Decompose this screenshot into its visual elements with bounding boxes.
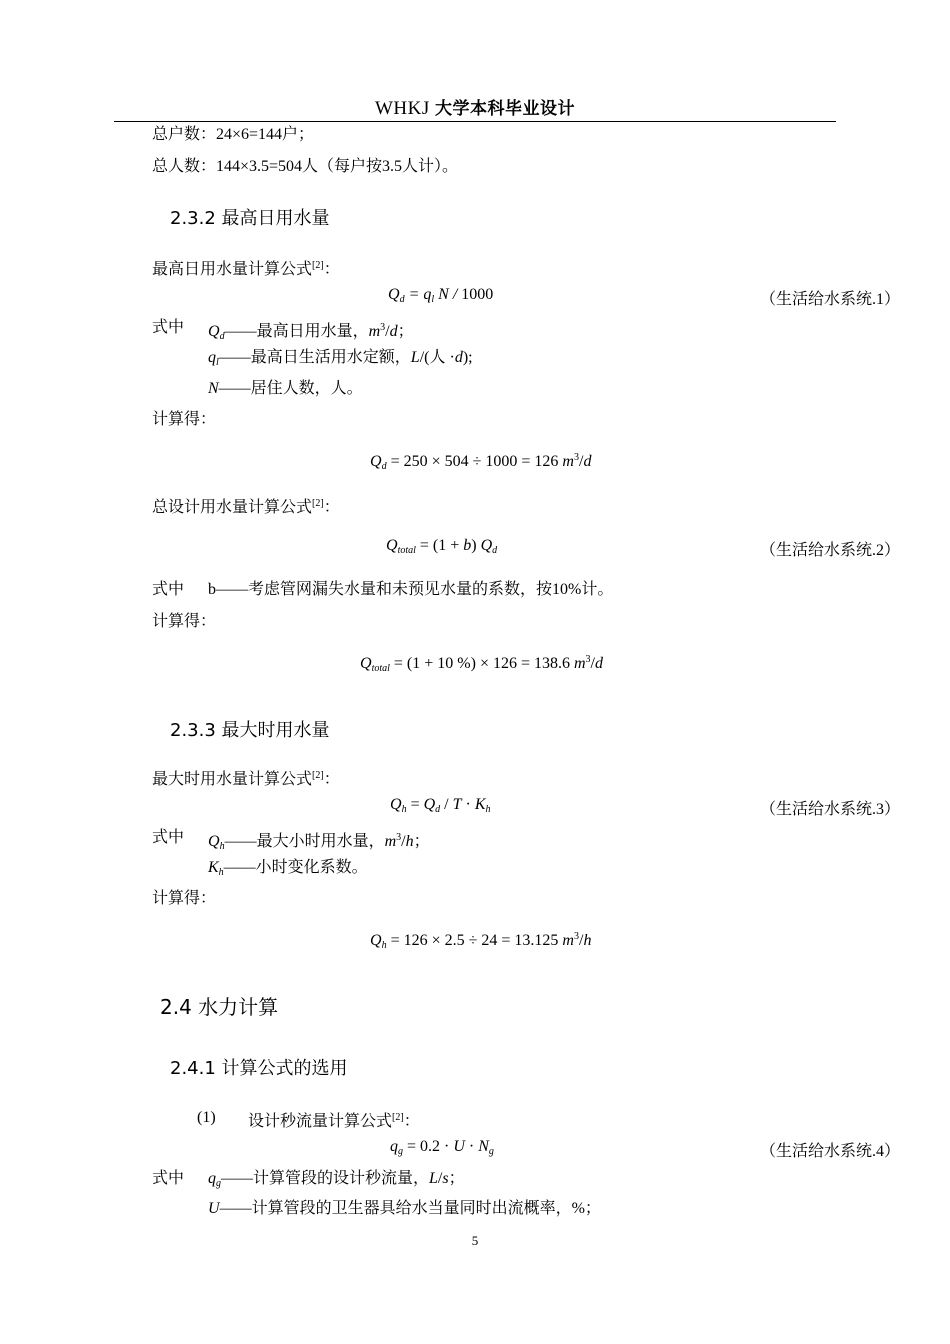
where-label-3: 式中 [152,829,185,846]
equation-2: $Q_{total} = (1 + b)$ $Q_d$ [386,537,498,556]
item-number-1: (1) [197,1109,216,1126]
where-label-4: 式中 [152,1170,185,1187]
calc-result-label-3: 计算得： [152,890,217,907]
n-definition: N——居住人数，人。 [208,380,363,397]
equation-3: $Q_h = Q_d / T \cdot K_h$ [390,796,491,815]
section-2-3-3-heading: 2.3.3 最大时用水量 [170,720,330,741]
equation-3-result: $Q_h = 126 \times 2.5 \div 24 = 13.125$ $m^3/h$ [370,931,592,951]
qh-definition: $Q_h——$最大小时用水量，$m^3/h$； [208,832,430,852]
equation-2-result: $Q_{total} = (1 + 10$ %) × 126 = 138.6 $m^3/d$ [360,654,603,674]
u-definition: U——计算管段的卫生器具给水当量同时出流概率，%； [208,1200,601,1217]
page-number: 5 [471,1233,479,1248]
total-formula-intro: 总设计用水量计算公式[2]： [152,498,340,516]
households-line: 总户数：24×6=144户； [152,126,315,143]
where-label-1: 式中 [152,319,185,336]
kh-definition: $K_h——$小时变化系数。 [208,859,368,878]
section-2-4-heading: 2.4 水力计算 [160,995,279,1019]
b-definition: b——考虑管网漏失水量和未预见水量的系数，按10%计。 [208,581,614,598]
ql-definition: $q_l——$最高日生活用水定额，L/(人 ·d); [208,349,473,368]
where-label-2: 式中 [152,581,185,598]
equation-1-result: $Q_d = 250 \times 504 \div 1000 = 126$ $m^3/d$ [370,452,592,472]
calc-result-label-1: 计算得： [152,411,217,428]
section-2-4-1-heading: 2.4.1 计算公式的选用 [170,1058,348,1079]
calc-result-label-2: 计算得： [152,613,217,630]
equation-1-tag: （生活给水系统.1） [760,291,901,308]
max-hour-formula-intro: 最大时用水量计算公式[2]： [152,770,340,788]
design-flow-intro: 设计秒流量计算公式[2]： [248,1112,420,1130]
section-2-3-2-heading: 2.3.2 最高日用水量 [170,208,330,229]
population-line: 总人数：144×3.5=504人（每户按3.5人计）。 [152,158,459,175]
qd-definition: $Q_d——$最高日用水量，$m^3/d$； [208,322,414,342]
page-header [0,94,950,120]
equation-4: $q_g = 0.2 \cdot U \cdot N_g$ [390,1138,494,1157]
equation-3-tag: （生活给水系统.3） [760,801,901,818]
max-day-formula-intro: 最高日用水量计算公式[2]： [152,260,340,278]
equation-2-tag: （生活给水系统.2） [760,542,901,559]
header-title: 大学本科毕业设计 [435,99,576,119]
qg-definition: $q_g——$计算管段的设计秒流量，L/s； [208,1170,465,1189]
equation-1: $Q_d = q_l$ N / 1000 [388,286,494,305]
header-rule [114,121,836,122]
header-prefix: WHKJ [374,98,430,119]
equation-4-tag: （生活给水系统.4） [760,1143,901,1160]
